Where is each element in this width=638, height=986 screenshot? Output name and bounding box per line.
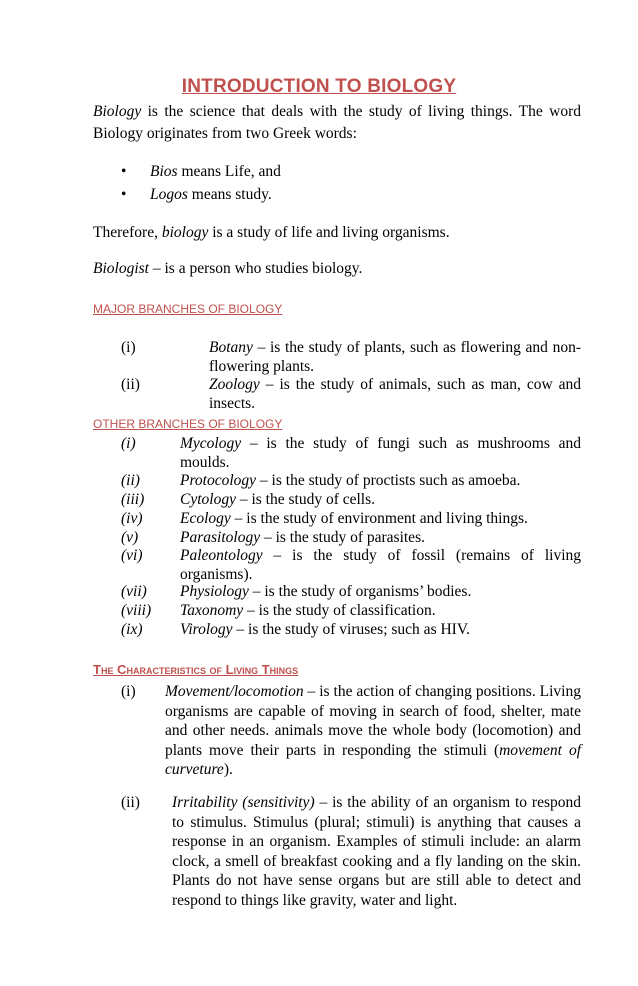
list-number: (i) bbox=[121, 435, 136, 452]
list-number: (ii) bbox=[121, 794, 140, 811]
bullet-dot-icon: • bbox=[121, 163, 127, 180]
intro-text: is the science that deals with the study of living things. The word Biology originates from two Greek words: bbox=[93, 103, 581, 142]
list-number: (vii) bbox=[121, 583, 147, 600]
biologist-term: Biologist bbox=[93, 260, 149, 277]
branch-term: Paleontology bbox=[180, 547, 263, 564]
intro-paragraph bbox=[93, 101, 581, 145]
list-number: (ix) bbox=[121, 621, 143, 638]
branch-term: Zoology bbox=[209, 376, 260, 393]
characteristic-term: Irritability (sensitivity) bbox=[172, 794, 315, 811]
section-heading-major: MAJOR BRANCHES OF BIOLOGY bbox=[93, 302, 283, 316]
therefore-text: is a study of life and living organisms. bbox=[208, 224, 450, 241]
branch-term: Cytology bbox=[180, 491, 236, 508]
branch-term: Parasitology bbox=[180, 529, 261, 546]
characteristic-tail: ). bbox=[223, 761, 233, 778]
branch-term: Protocology bbox=[180, 472, 257, 489]
bullet-text: means study. bbox=[187, 186, 272, 203]
branch-term: Virology bbox=[180, 621, 233, 638]
therefore-pre: Therefore, bbox=[93, 224, 162, 241]
branch-text: – is the study of organisms’ bodies. bbox=[248, 583, 472, 600]
characteristic-text: – is the action of changing positions. Living organisms are capable of moving in search of food, shelter, mate and other needs. animals move the whole body (locomotion) and plants move their parts in responding the stimuli ( bbox=[165, 683, 581, 759]
bullet-text: means Life, and bbox=[177, 163, 281, 180]
branch-text: – is the study of environment and living things. bbox=[230, 510, 528, 527]
therefore-paragraph bbox=[93, 222, 581, 244]
branch-text: – is the study of cells. bbox=[235, 491, 376, 508]
branch-term: Botany bbox=[209, 339, 253, 356]
section-heading-other: OTHER BRANCHES OF BIOLOGY bbox=[93, 417, 283, 431]
branch-term: Taxonomy bbox=[180, 602, 244, 619]
bullet-term: Bios bbox=[150, 163, 178, 180]
branch-text: – is the study of fossil (remains of living organisms). bbox=[180, 547, 581, 583]
list-number: (i) bbox=[121, 339, 136, 356]
branch-text: – is the study of viruses; such as HIV. bbox=[232, 621, 470, 638]
biologist-paragraph bbox=[93, 258, 581, 280]
biologist-text: – is a person who studies biology. bbox=[148, 260, 363, 277]
branch-text: – is the study of parasites. bbox=[260, 529, 425, 546]
branch-text: – is the study of plants, such as flowering and non-flowering plants. bbox=[209, 339, 581, 375]
branch-text: – is the study of classification. bbox=[243, 602, 436, 619]
list-number: (vi) bbox=[121, 547, 143, 564]
list-number: (ii) bbox=[121, 472, 140, 489]
branch-text: – is the study of fungi such as mushrooms and moulds. bbox=[180, 435, 581, 471]
therefore-term: biology bbox=[161, 224, 209, 241]
characteristic-text: – is the ability of an organism to respond to stimulus. Stimulus (plural; stimuli) is anything that causes a response in an organism. Examples of stimuli include: an alarm clock, a smell of breakfast cooking and a fly landing on the skin. Plants do not have sense organs but are still able to detect and respond to things like gravity, water and light. bbox=[172, 794, 581, 909]
section-heading-characteristics: The Characteristics of Living Things bbox=[93, 662, 299, 677]
intro-term: Biology bbox=[93, 103, 142, 120]
branch-term: Physiology bbox=[180, 583, 249, 600]
list-number: (iv) bbox=[121, 510, 143, 527]
branch-term: Mycology bbox=[180, 435, 242, 452]
branch-text: – is the study of animals, such as man, cow and insects. bbox=[209, 376, 581, 412]
page-title: INTRODUCTION TO BIOLOGY bbox=[181, 76, 457, 97]
bullet-dot-icon: • bbox=[121, 186, 127, 203]
list-number: (i) bbox=[121, 683, 136, 700]
branch-text: – is the study of proctists such as amoeba. bbox=[256, 472, 521, 489]
branch-term: Ecology bbox=[180, 510, 231, 527]
list-number: (ii) bbox=[121, 376, 140, 393]
bullet-term: Logos bbox=[150, 186, 188, 203]
characteristic-term: Movement/locomotion bbox=[165, 683, 304, 700]
list-number: (iii) bbox=[121, 491, 145, 508]
list-number: (viii) bbox=[121, 602, 152, 619]
characteristic-term-2: movement of curveture bbox=[165, 741, 582, 778]
list-number: (v) bbox=[121, 529, 139, 546]
